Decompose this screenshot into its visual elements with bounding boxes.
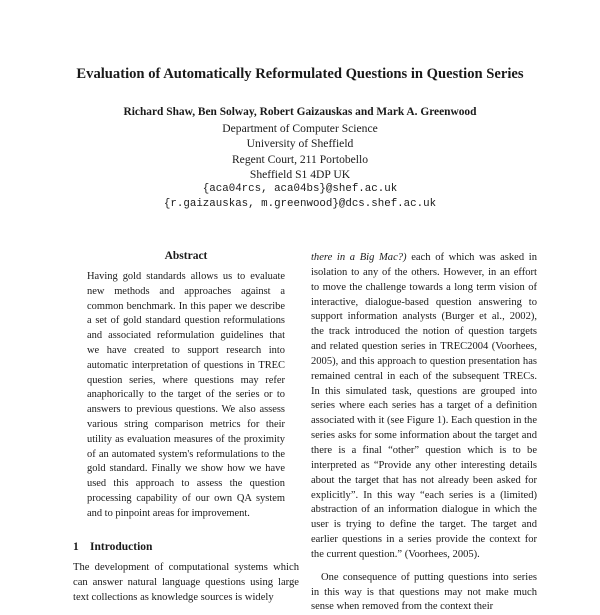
right-column-text (311, 251, 537, 615)
affiliation-block (100, 121, 500, 213)
affiliation-department: Department of Computer Science (222, 122, 378, 135)
email-line-1: {aca04rcs, aca04bs}@shef.ac.uk (202, 183, 398, 196)
right-paragraph-1 (311, 251, 537, 563)
affiliation-city: Sheffield S1 4DP UK (249, 167, 351, 181)
email-line-2: {r.gaizauskas, m.greenwood}@dcs.shef.ac.uk (163, 198, 437, 211)
author-list: Richard Shaw, Ben Solway, Robert Gaizauskas and Mark A. Greenwood (123, 106, 477, 118)
section-number: 1 (73, 541, 79, 553)
right-paragraph-1-body: each of which was asked in isolation to any of the others. However, in an effort to move the challenge towards a long term vision of interactive, dialogue-based question answering to support information analysts (Burger et al., 2002), the track introduced the notion of question targets and related question series in TREC2004 (Voorhees, 2005), and this approach to question presentation has remained central in each of the subsequent TRECs. In this simulated task, questions are grouped into series where each series has a target of a definition associated with it (see Figure 1). Each question in the series asks for some information about the target and there is a final “other” question which is to be interpreted as “Provide any other interesting details about the target that has not already been asked for explicitly”. In this way “each series is a (limited) abstraction of an information dialogue in which the user is trying to define the target. The target and earlier questions in a series provide the context for the current question.” (Voorhees, 2005). (311, 252, 537, 560)
affiliation-university: University of Sheffield (246, 137, 354, 151)
section-title: Introduction (90, 541, 153, 553)
italic-example-question: there in a Big Mac?) (311, 252, 407, 263)
abstract-text: Having gold standards allows us to evaluate new methods and approaches against a common benchmark. In this paper we describe a set of gold standard question reformulations and associated reformulation guidelines that we have created to support research into automatic interpretation of questions in TREC question series, where questions may refer anaphorically to the target of the series or to answers to previous questions. We also assess various string comparison metrics for their utility as evaluation measures of the proximity of an automated system's reformulations to the gold standard. Finally we show how we have used this approach to assess the question processing capability of our own QA system and to pinpoint areas for improvement. (87, 271, 285, 519)
affiliation-street: Regent Court, 211 Portobello (231, 152, 369, 166)
introduction-heading (73, 541, 299, 553)
introduction-text: The development of computational systems which can answer natural language questions using large text collections as knowledge sources is widely (73, 562, 299, 603)
right-paragraph-2: One consequence of putting questions into series in this way is that questions may not make much sense when removed from the context their (311, 571, 537, 613)
paper-title: Evaluation of Automatically Reformulated Questions in Question Series (76, 66, 524, 82)
abstract-heading: Abstract (164, 250, 208, 262)
